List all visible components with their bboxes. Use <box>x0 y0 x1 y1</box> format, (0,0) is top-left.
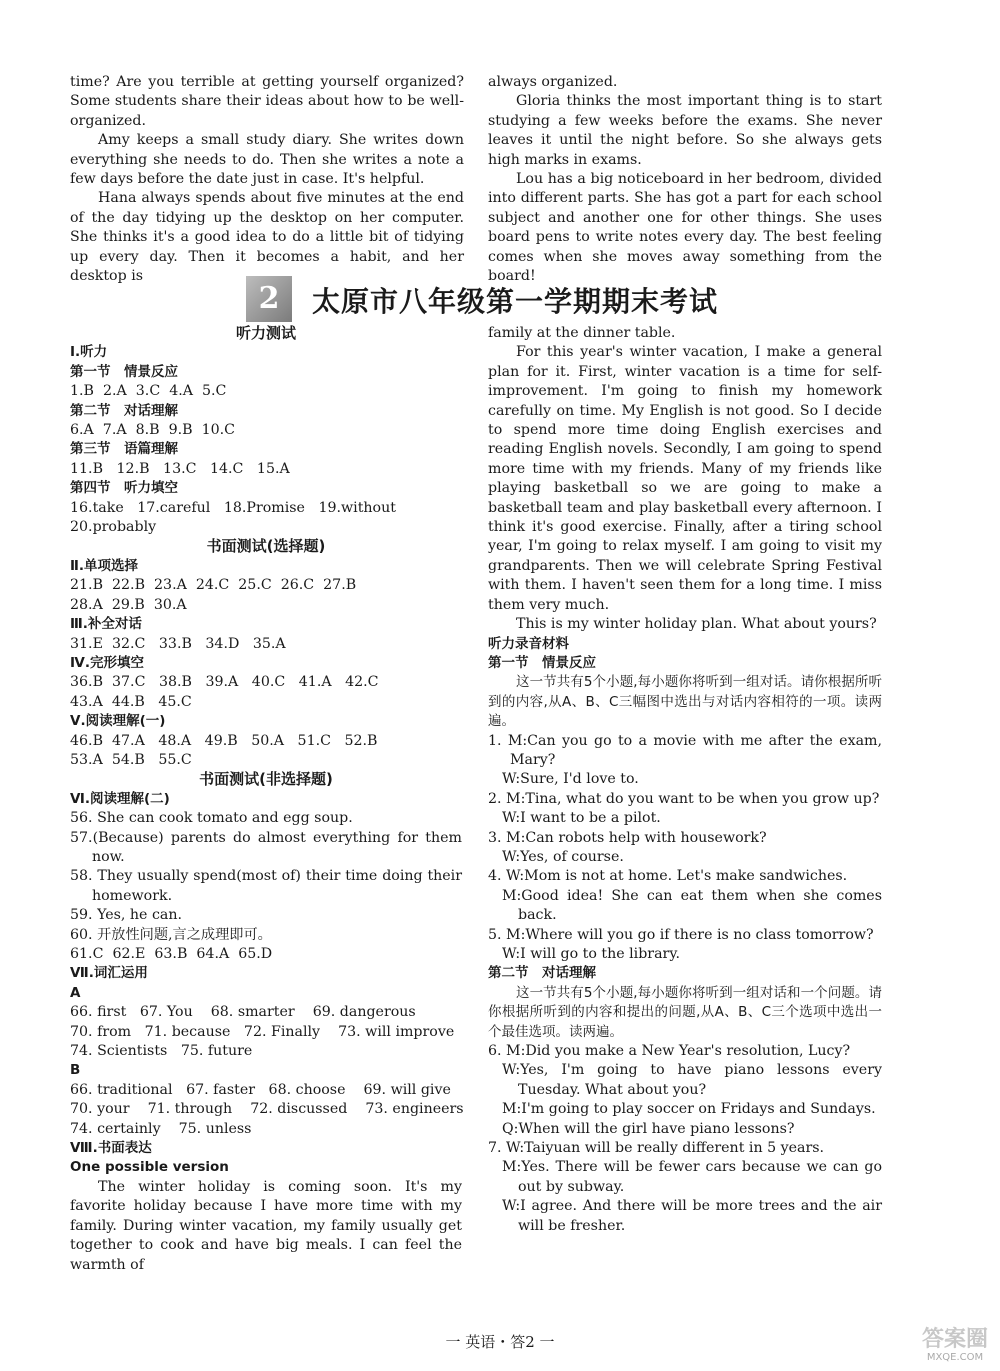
numbered-item: 1. M:Can you go to a movie with me after the exam, Mary? <box>488 732 882 768</box>
subsection-heading: 第一节 情景反应 <box>70 363 178 380</box>
site-watermark <box>915 1328 995 1368</box>
answer-line: 31.E 32.C 33.B 34.D 35.A <box>70 635 286 652</box>
numbered-item: 60. 开放性问题,言之成理即可。 <box>70 926 272 943</box>
instruction-paragraph: 这一节共有5个小题,每小题你将听到一组对话和一个问题。请你根据所听到的内容和提出的问题,从A、B、C三个选项中选出一个最佳选项。读两遍。 <box>488 984 882 1040</box>
dialogue-line: W:Yes, of course. <box>502 848 624 865</box>
watermark-logo: 答案圈 <box>921 1327 988 1352</box>
numbered-item: 3. M:Can robots help with housework? <box>488 829 767 846</box>
subsection-heading: B <box>70 1062 81 1079</box>
section-number-badge: 2 <box>246 276 292 322</box>
numbered-item: 57.(Because) parents do almost everything for them now. <box>70 829 462 865</box>
exam-title: 太原市八年级第一学期期末考试 <box>312 285 719 318</box>
subsection-heading: 听力录音材料 <box>488 635 569 652</box>
subsection-heading: Ⅱ.单项选择 <box>70 557 139 574</box>
answer-line: 36.B 37.C 38.B 39.A 40.C 41.A 42.C <box>70 674 379 691</box>
section-heading: 书面测试(非选择题) <box>199 770 333 789</box>
paragraph: Amy keeps a small study diary. She writes down everything she needs to do. Then she writes a note a few days before the date just in case. It's helpful. <box>70 132 464 188</box>
subsection-heading: 第一节 情景反应 <box>488 654 596 671</box>
answer-line: 74. certainly 75. unless <box>70 1120 252 1137</box>
subsection-heading: Ⅴ.阅读理解(一) <box>70 713 166 730</box>
numbered-item: 58. They usually spend(most of) their time doing their homework. <box>70 868 462 904</box>
answer-line: 20.probably <box>70 519 157 536</box>
paragraph: family at the dinner table. <box>488 325 676 341</box>
dialogue-line: M:Good idea! She can eat them when she comes back. <box>502 887 882 924</box>
paragraph: Gloria thinks the most important thing is to start studying a few weeks before the exams. She never leaves it until the night before. So she always gets high marks in exams. <box>488 93 882 168</box>
answer-line: 28.A 29.B 30.A <box>70 596 187 613</box>
dialogue-line: W:I agree. And there will be more trees and the air will be fresher. <box>502 1198 882 1234</box>
paragraph: For this year's winter vacation, I make a general plan for it. First, winter vacation is a time for self-improvement. I'm going to finish my homework carefully on time. My English is not good. So I decide to spend more time doing English exercises and reading English novels. Secondly, I am going to spend more time with my friends. Many of my friends like playing basketball so we are going to make a basketball team and play basketball every afternoon. I think it's good exercise. Finally, after a tiring school year, I'm going to relax myself. I am going to visit my grandparents. Then we will celebrate Spring Festival with them. I haven't seen them for a long time. I miss them very much. <box>488 344 882 613</box>
numbered-item: 5. M:Where will you go if there is no class tomorrow? <box>488 926 874 943</box>
numbered-item: 56. She can cook tomato and egg soup. <box>70 810 353 827</box>
paragraph: time? Are you terrible at getting yourself organized? Some students share their ideas about how to be well-organized. <box>70 74 464 129</box>
top-left-column <box>70 73 464 286</box>
subsection-heading: Ⅰ.听力 <box>70 344 108 361</box>
page-footer: 一 英语・答2 一 <box>445 1333 555 1351</box>
dialogue-line: W:I want to be a pilot. <box>502 810 661 827</box>
subsection-heading: 第二节 对话理解 <box>70 402 178 419</box>
answer-key-right-column <box>488 324 882 1236</box>
numbered-item: 7. W:Taiyuan will be really different in 5 years. <box>488 1140 825 1157</box>
answer-key-left-column <box>70 324 462 1275</box>
subsection-heading: 第二节 对话理解 <box>488 965 596 982</box>
section-heading: 书面测试(选择题) <box>206 537 326 556</box>
answer-line: 70. your 71. through 72. discussed 73. engineers <box>70 1101 464 1118</box>
dialogue-line: W:Yes, I'm going to have piano lessons every Tuesday. What about you? <box>502 1062 882 1098</box>
dialogue-line: W:Sure, I'd love to. <box>502 771 639 788</box>
numbered-item: 2. M:Tina, what do you want to be when you grow up? <box>488 790 880 807</box>
subsection-heading: Ⅳ.完形填空 <box>70 654 144 671</box>
subsection-heading: 第三节 语篇理解 <box>70 441 178 458</box>
subsection-heading: Ⅶ.词汇运用 <box>70 965 148 982</box>
numbered-item: 6. M:Did you make a New Year's resolution, Lucy? <box>488 1043 851 1060</box>
answer-line: 46.B 47.A 48.A 49.B 50.A 51.C 52.B <box>70 732 378 749</box>
paragraph: Hana always spends about five minutes at the end of the day tidying up the desktop on her computer. She thinks it's a good idea to do a little bit of tidying up every day. Then it becomes a habit, and her desktop is <box>70 190 464 285</box>
subsection-heading: 第四节 听力填空 <box>70 480 178 497</box>
answer-line: 53.A 54.B 55.C <box>70 751 192 768</box>
paragraph: Lou has a big noticeboard in her bedroom, divided into different parts. She has got a part for each school subject and another one for other things. She uses board pens to write notes every day. The best feeling comes when she moves away something from the board! <box>488 171 882 285</box>
watermark-url: MXQE.COM <box>926 1352 984 1363</box>
paragraph: This is my winter holiday plan. What about yours? <box>516 616 877 633</box>
answer-line: 1.B 2.A 3.C 4.A 5.C <box>70 383 227 400</box>
numbered-item: 4. W:Mom is not at home. Let's make sandwiches. <box>488 868 848 885</box>
answer-line: 6.A 7.A 8.B 9.B 10.C <box>70 422 235 439</box>
subsection-heading: One possible version <box>70 1159 229 1176</box>
exam-banner <box>246 276 746 322</box>
subsection-heading: Ⅲ.补全对话 <box>70 616 142 633</box>
dialogue-line: M:I'm going to play soccer on Fridays and Sundays. <box>502 1101 876 1118</box>
answer-line: 21.B 22.B 23.A 24.C 25.C 26.C 27.B <box>70 577 357 594</box>
answer-line: 70. from 71. because 72. Finally 73. will improve <box>70 1023 455 1040</box>
dialogue-line: W:I will go to the library. <box>502 946 680 962</box>
subsection-heading: Ⅷ.书面表达 <box>70 1140 152 1157</box>
paragraph: The winter holiday is coming soon. It's my favorite holiday because I have more time with my family. During winter vacation, my family usually get together to cook and have big meals. I can feel the warmth of <box>70 1178 462 1273</box>
answer-line: 74. Scientists 75. future <box>70 1043 253 1060</box>
instruction-paragraph: 这一节共有5个小题,每小题你将听到一组对话。请你根据所听到的内容,从A、B、C三幅图中选出与对话内容相符的一项。读两遍。 <box>488 674 882 730</box>
subsection-heading: A <box>70 984 81 1001</box>
numbered-item: 59. Yes, he can. <box>70 907 182 924</box>
answer-line: 11.B 12.B 13.C 14.C 15.A <box>70 460 290 477</box>
section-heading: 听力测试 <box>235 324 296 342</box>
dialogue-line: Q:When will the girl have piano lessons? <box>502 1120 795 1137</box>
answer-line: 66. traditional 67. faster 68. choose 69. will give <box>70 1081 451 1098</box>
subsection-heading: Ⅵ.阅读理解(二) <box>70 790 170 807</box>
top-right-column <box>488 73 882 286</box>
paragraph: always organized. <box>488 74 618 90</box>
answer-line: 16.take 17.careful 18.Promise 19.without <box>70 499 396 516</box>
answer-line: 43.A 44.B 45.C <box>70 693 192 710</box>
dialogue-line: M:Yes. There will be fewer cars because we can go out by subway. <box>502 1159 882 1195</box>
answer-line: 66. first 67. You 68. smarter 69. dangerous <box>70 1004 416 1021</box>
answer-line: 61.C 62.E 63.B 64.A 65.D <box>70 946 273 962</box>
